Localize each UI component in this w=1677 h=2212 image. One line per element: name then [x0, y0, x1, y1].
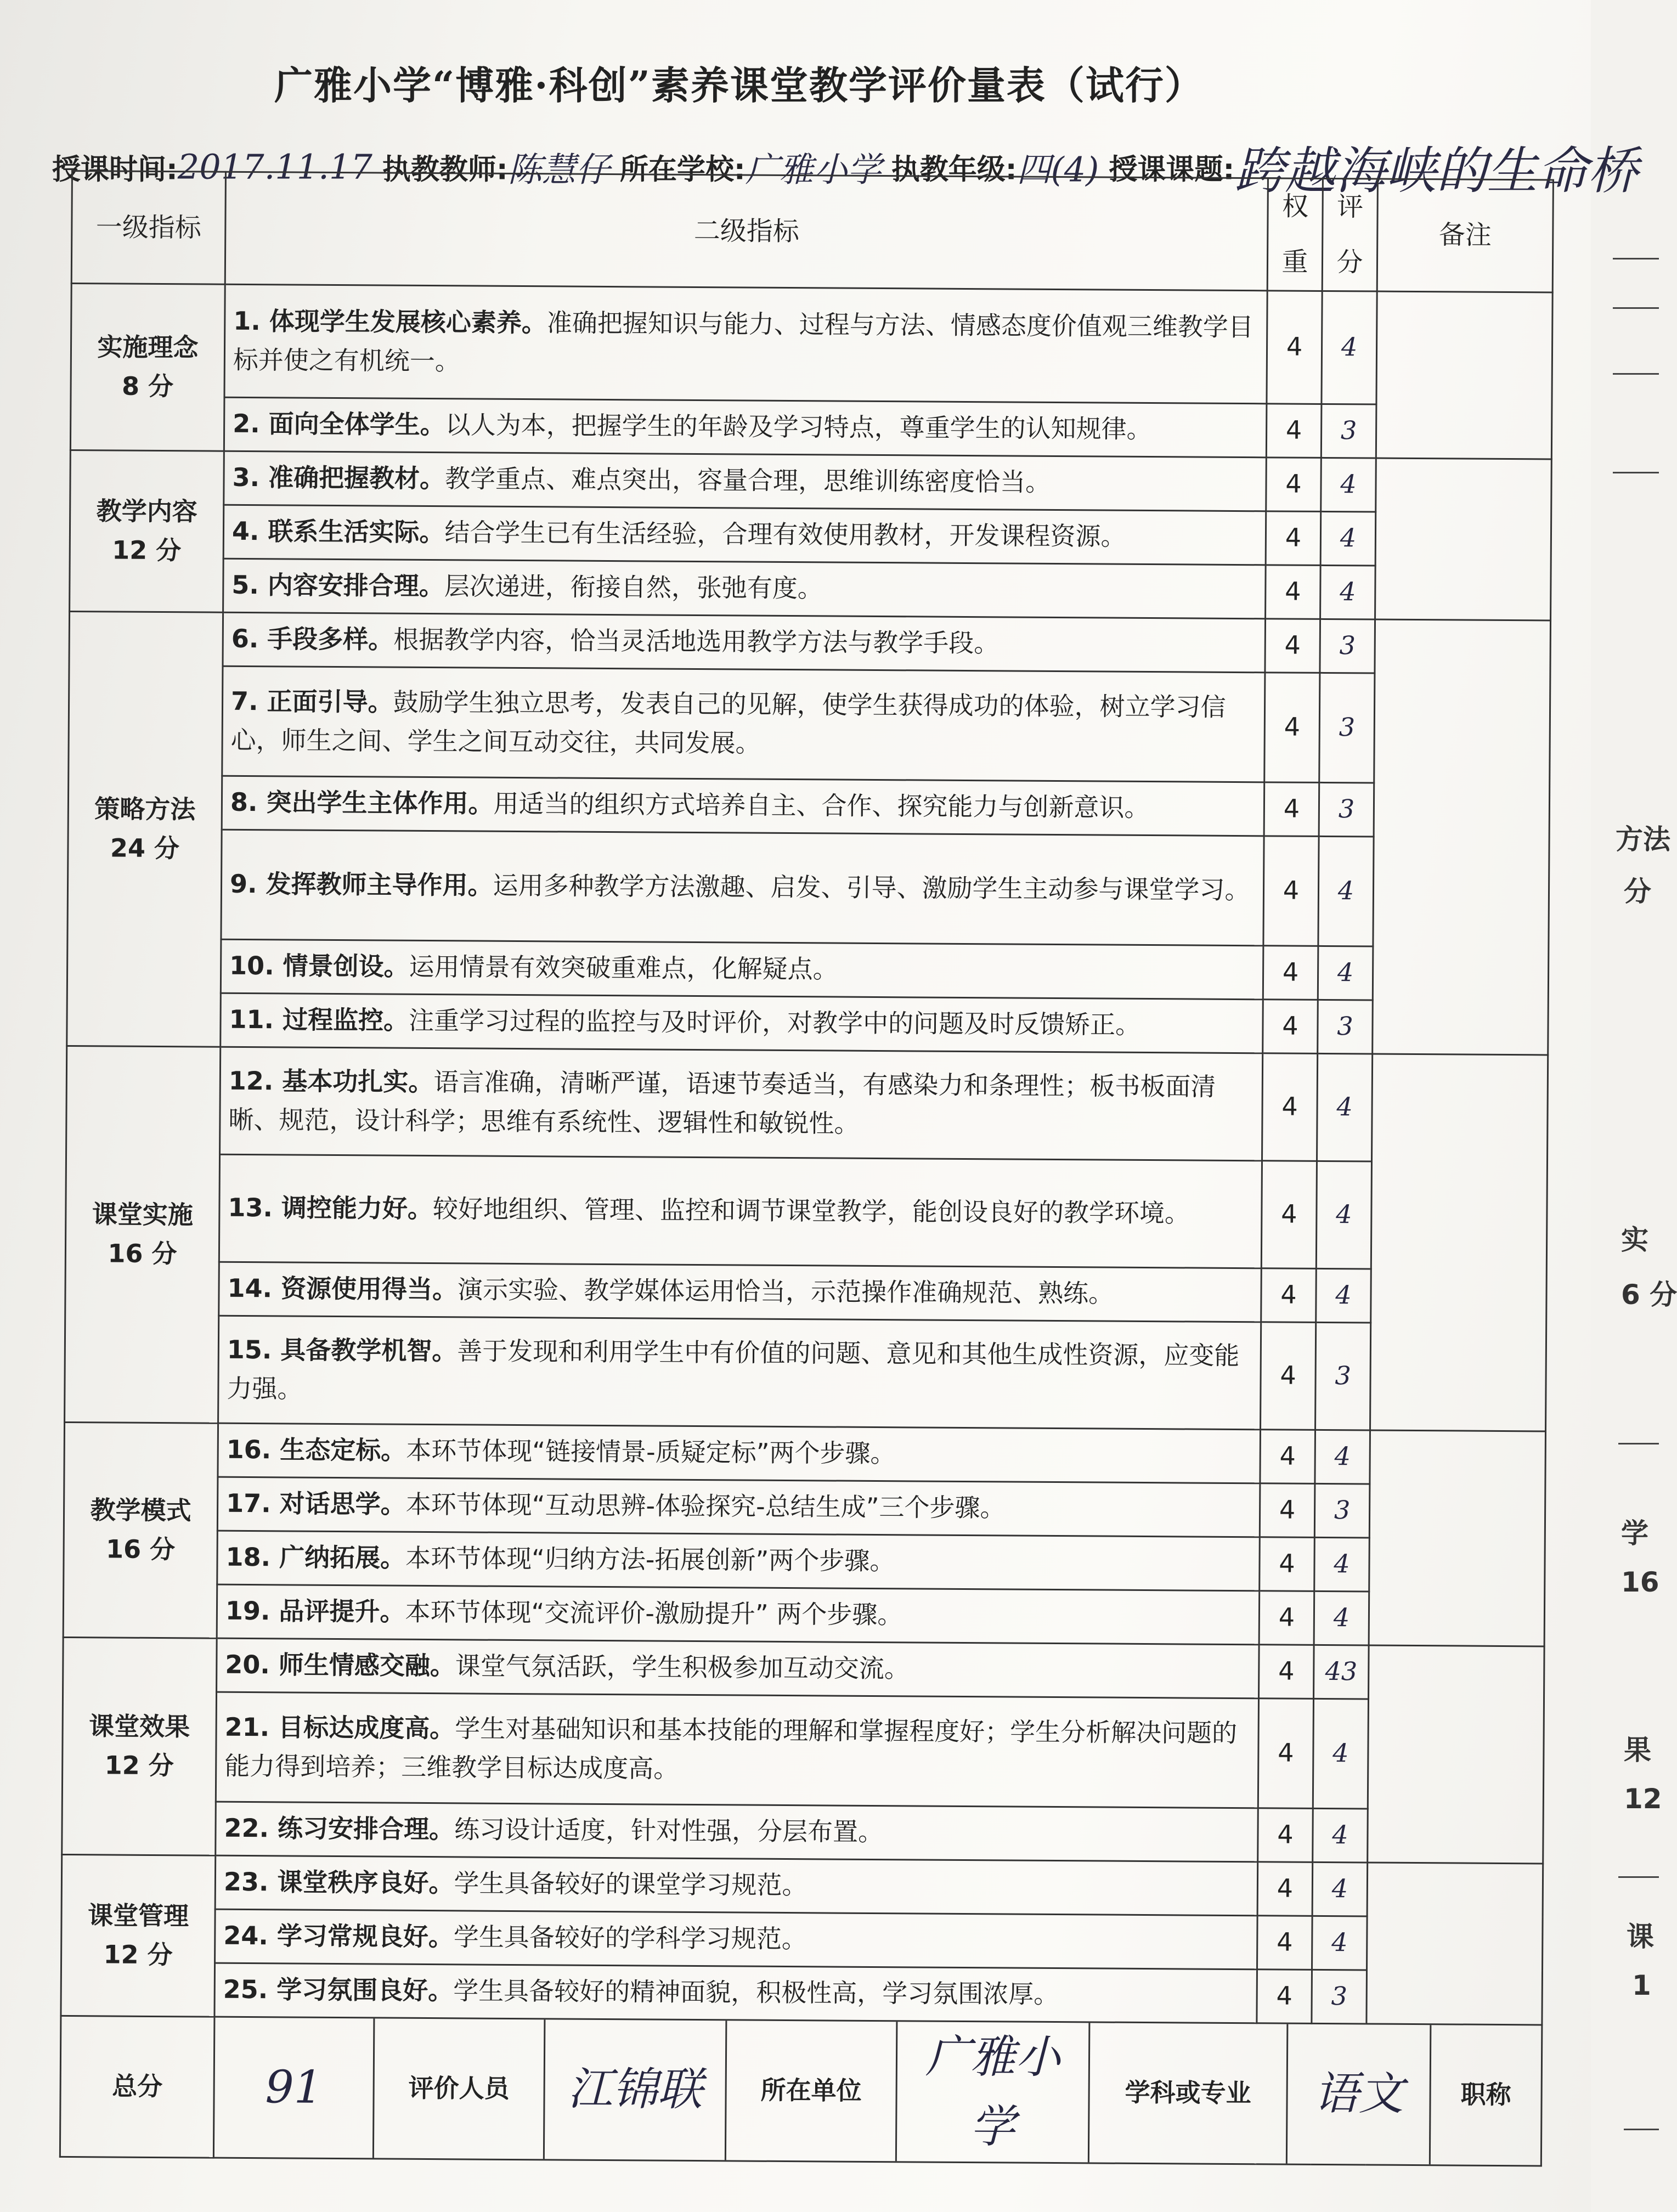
weight-cell: 4: [1261, 1160, 1317, 1268]
category-cell: 教学内容 12 分: [70, 450, 224, 612]
time-label: 授课时间:: [52, 153, 178, 187]
weight-cell: 4: [1261, 1268, 1317, 1322]
note-cell: [1373, 619, 1551, 1055]
score-cell: 3: [1319, 673, 1375, 783]
table-row: [67, 828, 1549, 947]
col-note: 备注: [1377, 179, 1553, 292]
weight-cell: 4: [1261, 1322, 1316, 1430]
table-row: [63, 1637, 1545, 1700]
margin-fragment: 6 分: [1621, 1279, 1677, 1311]
table-row: [67, 938, 1549, 1001]
footer-row: [60, 2016, 1542, 2166]
category-cell: 课堂效果 12 分: [62, 1637, 217, 1855]
table-row: [70, 450, 1552, 512]
weight-cell: 4: [1263, 999, 1318, 1053]
item-cell: 15. 具备教学机智。善于发现和利用学生中有价值的问题、意见和其他生成性资源，应变能力强。: [218, 1316, 1261, 1430]
margin-rule: [1613, 258, 1659, 259]
grade-value: 四(4): [1017, 149, 1099, 190]
title-label: 职称: [1430, 2025, 1541, 2165]
item-cell: 20. 师生情感交融。课堂气氛活跃，学生积极参加互动交流。: [217, 1638, 1260, 1699]
score-cell: 4: [1316, 1161, 1371, 1269]
item-cell: 2. 面向全体学生。以人为本，把握学生的年龄及学习特点，尊重学生的认知规律。: [224, 397, 1267, 458]
margin-fragment: 课: [1627, 1921, 1654, 1953]
table-row: [61, 1962, 1543, 2024]
score-cell: 4: [1320, 511, 1376, 566]
weight-cell: 4: [1266, 565, 1321, 619]
table-row: [66, 1046, 1548, 1162]
margin-rule: [1618, 1443, 1659, 1444]
category-cell: 策略方法 24 分: [67, 611, 223, 1047]
unit-label: 所在单位: [725, 2021, 897, 2161]
weight-cell: 4: [1266, 511, 1321, 565]
score-cell: 4: [1315, 1430, 1370, 1484]
weight-cell: 4: [1264, 782, 1319, 836]
evaluation-table: [59, 170, 1554, 2166]
weight-cell: 4: [1259, 1590, 1314, 1645]
weight-cell: 4: [1267, 290, 1322, 404]
weight-cell: 4: [1263, 945, 1318, 1000]
note-cell: [1369, 1430, 1545, 1646]
col-level1: 一级指标: [71, 171, 225, 284]
subject-value: 语文: [1286, 2024, 1431, 2164]
note-cell: [1375, 458, 1552, 620]
item-cell: 6. 手段多样。根据教学内容，恰当灵活地选用教学方法与教学手段。: [223, 612, 1266, 673]
score-cell: 4: [1317, 1053, 1373, 1161]
score-cell: 3: [1321, 404, 1376, 458]
teacher-label: 执教教师:: [382, 153, 508, 187]
table-row: [63, 1583, 1545, 1646]
note-cell: [1367, 1863, 1543, 2025]
item-cell: 10. 情景创设。运用情景有效突破重难点，化解疑点。: [221, 939, 1263, 1000]
score-cell: 4: [1316, 1268, 1371, 1323]
score-cell: 3: [1315, 1322, 1371, 1430]
topic-label: 授课课题:: [1109, 153, 1235, 187]
total-label: 总分: [60, 2016, 214, 2158]
evaluator-label: 评价人员: [373, 2018, 545, 2159]
item-cell: 5. 内容安排合理。层次递进，衔接自然，张弛有度。: [223, 558, 1266, 619]
school-value: 广雅小学: [745, 149, 882, 190]
footer-inner-table: [214, 2017, 1542, 2165]
col-score: 评分: [1322, 178, 1377, 291]
margin-fragment: 果: [1624, 1734, 1651, 1766]
item-cell: 8. 突出学生主体作用。用适当的组织方式培养自主、合作、探究能力与创新意识。: [222, 776, 1264, 836]
score-cell: 4: [1321, 458, 1376, 512]
note-cell: [1376, 291, 1552, 459]
table-row: [69, 611, 1551, 674]
weight-cell: 4: [1257, 1861, 1313, 1916]
score-cell: 4: [1322, 291, 1377, 404]
weight-cell: 4: [1258, 1698, 1313, 1808]
margin-rule: [1613, 373, 1659, 375]
teacher-value: 陈慧仔: [507, 149, 610, 190]
item-cell: 23. 课堂秩序良好。学生具备较好的课堂学习规范。: [215, 1855, 1258, 1916]
item-cell: 3. 准确把握教材。教学重点、难点突出，容量合理，思维训练密度恰当。: [224, 451, 1267, 511]
item-cell: 25. 学习氛围良好。学生具备较好的精神面貌，积极性高，学习氛围浓厚。: [214, 1963, 1257, 2023]
margin-fragment: 方法: [1616, 823, 1670, 855]
item-cell: 24. 学习常规良好。学生具备较好的学科学习规范。: [215, 1909, 1258, 1970]
table-row: [64, 1530, 1545, 1592]
category-cell: 课堂管理 12 分: [61, 1854, 216, 2017]
weight-cell: 4: [1262, 1053, 1318, 1161]
margin-rule: [1618, 1876, 1659, 1878]
score-cell: 3: [1312, 1970, 1367, 2024]
score-cell: 43: [1314, 1645, 1369, 1699]
table-row: [71, 283, 1552, 405]
margin-rule: [1613, 307, 1659, 309]
score-cell: 4: [1312, 1862, 1368, 1916]
item-cell: 4. 联系生活实际。结合学生已有生活经验，合理有效使用教材，开发课程资源。: [223, 505, 1266, 565]
margin-fragment: 学: [1621, 1517, 1648, 1549]
table-row: [65, 1153, 1547, 1269]
score-cell: 4: [1313, 1808, 1368, 1863]
table-row: [62, 1801, 1544, 1863]
weight-cell: 4: [1259, 1644, 1314, 1699]
weight-cell: 4: [1265, 618, 1320, 673]
item-cell: 1. 体现学生发展核心素养。准确把握知识与能力、过程与方法、情感态度价值观三维教学目标并使之有机统一。: [224, 284, 1267, 404]
item-cell: 9. 发挥教师主导作用。运用多种教学方法激趣、启发、引导、激励学生主动参与课堂学习。: [221, 830, 1264, 946]
col-level2: 二级指标: [225, 172, 1268, 290]
grade-label: 执教年级:: [891, 153, 1017, 187]
note-cell: [1368, 1645, 1544, 1864]
item-cell: 18. 广纳拓展。本环节体现“归纳方法-拓展创新”两个步骤。: [217, 1531, 1260, 1591]
category-cell: 实施理念 8 分: [70, 283, 225, 451]
score-cell: 4: [1312, 1916, 1368, 1970]
margin-fragment: 分: [1624, 876, 1651, 907]
score-cell: 4: [1314, 1537, 1370, 1592]
margin-fragment: 实: [1621, 1224, 1648, 1256]
weight-cell: 4: [1260, 1537, 1315, 1591]
margin-rule: [1624, 2129, 1659, 2130]
form-title: 广雅小学“博雅·科创”素养课堂教学评价量表（试行）: [274, 63, 1204, 108]
weight-cell: 4: [1258, 1808, 1313, 1862]
table-row: [69, 665, 1550, 783]
score-cell: 4: [1318, 836, 1374, 946]
item-cell: 16. 生态定标。本环节体现“链接情景-质疑定标”两个步骤。: [218, 1423, 1261, 1483]
unit-value: 广雅小学: [896, 2022, 1089, 2162]
score-cell: 3: [1314, 1483, 1370, 1538]
score-cell: 4: [1318, 946, 1373, 1000]
table-row: [61, 1854, 1543, 1917]
col-weight: 权重: [1267, 178, 1323, 291]
weight-cell: 4: [1263, 836, 1319, 946]
score-cell: 4: [1320, 565, 1376, 619]
evaluator-value: 江锦联: [544, 2019, 726, 2160]
weight-cell: 4: [1260, 1483, 1315, 1537]
table-row: [70, 557, 1551, 620]
item-cell: 21. 目标达成度高。学生对基础知识和基本技能的理解和掌握程度好；学生分析解决问题的能力得到培养；三维教学目标达成度高。: [216, 1692, 1258, 1808]
item-cell: 11. 过程监控。注重学习过程的监控与及时评价，对教学中的问题及时反馈矫正。: [221, 993, 1263, 1053]
item-cell: 17. 对话思学。本环节体现“互动思辨-体验探究-总结生成”三个步骤。: [217, 1477, 1260, 1537]
weight-cell: 4: [1257, 1915, 1313, 1970]
margin-fragment: 16: [1621, 1566, 1659, 1598]
score-cell: 3: [1319, 782, 1374, 837]
table-row: [67, 992, 1549, 1054]
weight-cell: 4: [1260, 1429, 1315, 1483]
margin-fragment: 12: [1624, 1783, 1662, 1815]
table-header-row: [71, 171, 1553, 292]
category-cell: 课堂实施 16 分: [65, 1046, 221, 1423]
school-label: 所在学校:: [619, 153, 746, 187]
score-cell: 4: [1314, 1591, 1369, 1645]
item-cell: 19. 品评提升。本环节体现“交流评价-激励提升” 两个步骤。: [217, 1584, 1260, 1645]
item-cell: 13. 调控能力好。较好地组织、管理、监控和调节课堂教学，能创设良好的教学环境。: [219, 1154, 1262, 1268]
score-cell: 3: [1318, 1000, 1373, 1054]
table-row: [68, 775, 1550, 837]
item-cell: 12. 基本功扎实。语言准确，清晰严谨，语速节奏适当，有感染力和条理性；板书板面清晰、规范，设计科学；思维有系统性、逻辑性和敏锐性。: [220, 1047, 1263, 1161]
time-value: 2017.11.17: [177, 146, 372, 187]
item-cell: 14. 资源使用得当。演示实验、教学媒体运用恰当，示范操作准确规范、熟练。: [219, 1262, 1262, 1322]
score-cell: 4: [1313, 1699, 1368, 1809]
category-cell: 教学模式 16 分: [63, 1422, 218, 1638]
topic-value: 跨越海峡的生命桥: [1234, 142, 1639, 200]
table-row: [64, 1422, 1546, 1485]
footer-details: [213, 2017, 1542, 2166]
item-cell: 22. 练习安排合理。练习设计适度，针对性强，分层布置。: [216, 1802, 1258, 1862]
table-row: [65, 1314, 1546, 1431]
margin-fragment: 1: [1632, 1970, 1651, 2001]
weight-cell: 4: [1266, 457, 1322, 511]
table-row: [61, 1908, 1543, 1971]
note-cell: [1370, 1054, 1548, 1431]
table-row: [70, 504, 1551, 566]
weight-cell: 4: [1257, 1969, 1312, 2023]
total-value: 91: [214, 2017, 374, 2158]
subject-label: 学科或专业: [1088, 2023, 1288, 2163]
table-row: [70, 396, 1552, 459]
weight-cell: 4: [1266, 403, 1322, 458]
table-row: [64, 1476, 1545, 1538]
weight-cell: 4: [1264, 672, 1320, 782]
score-cell: 3: [1320, 619, 1375, 673]
table-row: [62, 1691, 1544, 1809]
item-cell: 7. 正面引导。鼓励学生独立思考，发表自己的见解，使学生获得成功的体验，树立学习信心，师生之间、学生之间互动交往，共同发展。: [222, 666, 1265, 782]
margin-rule: [1613, 472, 1659, 473]
table-row: [65, 1261, 1547, 1323]
